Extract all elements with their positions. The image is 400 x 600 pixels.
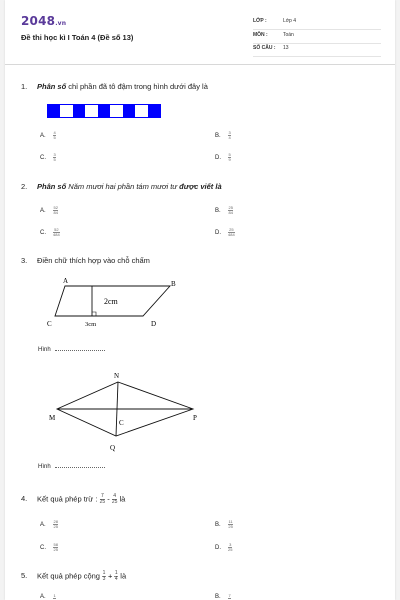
vertex-a-label: A: [63, 277, 69, 285]
vertex-m-label: M: [49, 414, 56, 422]
question-number: 3.: [21, 256, 28, 265]
answer-prefix: Hình: [38, 464, 51, 470]
option-label: B.: [215, 208, 221, 215]
brand-logo[interactable]: [21, 14, 66, 28]
question-number: 2.: [21, 182, 28, 191]
q4-option-c[interactable]: [40, 543, 58, 552]
question-3: [21, 256, 150, 265]
square-blank: [60, 105, 72, 117]
option-fraction: $\frac{25}{84}$: [228, 205, 233, 215]
q1-option-b[interactable]: [215, 131, 231, 140]
option-fraction: 1: [53, 593, 56, 598]
square-shaded: [123, 105, 135, 117]
vertex-p-label: P: [193, 414, 197, 422]
question-keyword: Phân số: [37, 82, 67, 91]
option-label: D.: [215, 155, 221, 162]
vertex-d-label: D: [151, 320, 157, 328]
option-label: B.: [215, 133, 221, 140]
question-number: 1.: [21, 82, 28, 91]
exam-sheet: [5, 0, 395, 600]
question-4: 4. Kết quả phép trừ : $\frac{7}{25}$ - $\frac{4}{25}$ là: [21, 493, 126, 505]
option-label: C.: [40, 230, 46, 237]
operand-fraction-2: $\frac{4}{25}$: [111, 493, 118, 505]
meta-count-key: SỐ CÂU :: [253, 45, 276, 51]
answer-prefix: Hình: [38, 347, 51, 353]
option-fraction: $\frac{4}{5}$: [53, 130, 56, 140]
option-fraction: 7: [228, 593, 231, 598]
q3-answer-1[interactable]: [38, 345, 105, 353]
option-fraction: $\frac{3}{4}$: [228, 130, 231, 140]
option-label: A.: [40, 133, 46, 140]
question-2: [21, 182, 222, 191]
q2-option-b[interactable]: [215, 206, 233, 215]
operand-fraction-2: $\frac{1}{4}$: [114, 570, 118, 582]
vertex-n-label: N: [114, 372, 120, 380]
meta-subject-key: MÔN :: [253, 32, 268, 38]
square-shaded: [98, 105, 110, 117]
meta-class-key: LỚP :: [253, 18, 267, 24]
option-label: A.: [40, 522, 46, 529]
q3-answer-2[interactable]: [38, 462, 105, 470]
center-c-label: C: [119, 419, 124, 427]
option-fraction: $\frac{11}{25}$: [228, 519, 233, 529]
option-fraction: $\frac{58}{25}$: [53, 542, 58, 552]
square-blank: [135, 105, 147, 117]
option-fraction: $\frac{52}{484}$: [53, 227, 60, 237]
question-tail: là: [118, 571, 127, 581]
answer-blank[interactable]: [55, 462, 105, 468]
option-label: D.: [215, 230, 221, 237]
question-keyword-2: được viết là: [179, 182, 222, 191]
question-text: chỉ phần đã tô đậm trong hình dưới đây là: [66, 82, 208, 91]
option-fraction: $\frac{3}{5}$: [53, 152, 56, 162]
option-label: A.: [40, 594, 46, 600]
exam-header: [5, 0, 395, 65]
meta-count-value: 13: [283, 45, 289, 51]
rhombus-figure: [40, 368, 210, 458]
right-angle-mark: [92, 312, 96, 316]
q2-option-a[interactable]: [40, 206, 58, 215]
option-label: D.: [215, 545, 221, 552]
q1-option-c[interactable]: [40, 153, 56, 162]
square-shaded: [73, 105, 85, 117]
question-tail: là: [117, 494, 126, 504]
vertex-c-label: C: [47, 320, 52, 328]
question-text: Điền chữ thích hợp vào chỗ chấm: [37, 256, 150, 265]
question-number: 4.: [21, 494, 28, 504]
q4-option-d[interactable]: [215, 543, 232, 552]
parallelogram-figure: [35, 276, 195, 334]
q5-option-a[interactable]: [40, 594, 56, 600]
square-shaded: [48, 105, 60, 117]
brand-name: 2048: [21, 14, 56, 28]
q5-option-b[interactable]: [215, 594, 231, 600]
option-label: A.: [40, 208, 46, 215]
option-label: C.: [40, 155, 46, 162]
q2-option-d[interactable]: [215, 228, 235, 237]
meta-class-value: Lớp 4: [283, 18, 297, 24]
option-fraction: $\frac{52}{84}$: [53, 205, 58, 215]
exam-title: Đề thi học kì I Toán 4 (Đề số 13): [21, 33, 134, 42]
meta-count-row: [253, 43, 381, 57]
brand-suffix: .vn: [55, 20, 67, 27]
square-shaded: [148, 105, 160, 117]
question-text: Kết quả phép trừ :: [37, 494, 98, 504]
question-text: Kết quả phép cộng: [37, 571, 100, 581]
question-1: [21, 82, 208, 91]
operand-fraction-1: $\frac{1}{3}$: [102, 570, 106, 582]
q1-option-d[interactable]: [215, 153, 231, 162]
q4-option-b[interactable]: [215, 520, 233, 529]
q2-option-c[interactable]: [40, 228, 60, 237]
option-label: B.: [215, 594, 221, 600]
option-fraction: $\frac{28}{25}$: [53, 519, 58, 529]
question-keyword: Phân số: [37, 182, 67, 191]
square-blank: [85, 105, 97, 117]
meta-subject-value: Toán: [283, 32, 294, 38]
option-label: C.: [40, 545, 46, 552]
q1-option-a[interactable]: [40, 131, 56, 140]
vertex-b-label: B: [171, 280, 176, 288]
shaded-squares-figure: [47, 104, 161, 118]
option-fraction: $\frac{25}{484}$: [228, 227, 235, 237]
base-label: 3cm: [85, 321, 97, 328]
q4-option-a[interactable]: [40, 520, 58, 529]
question-number: 5.: [21, 571, 28, 581]
question-text: Năm mươi hai phần tám mươi tư: [66, 182, 180, 191]
vertex-q-label: Q: [110, 444, 116, 452]
option-label: B.: [215, 522, 221, 529]
meta-class-row: [253, 16, 381, 30]
square-blank: [110, 105, 122, 117]
option-fraction: $\frac{3}{25}$: [228, 542, 233, 552]
answer-blank[interactable]: [55, 345, 105, 351]
height-label: 2cm: [104, 297, 118, 306]
operand-fraction-1: $\frac{7}{25}$: [99, 493, 106, 505]
meta-subject-row: [253, 30, 381, 44]
question-5: 5. Kết quả phép cộng $\frac{1}{3}$ + $\frac{1}{4}$ là: [21, 570, 127, 582]
option-fraction: $\frac{5}{9}$: [228, 152, 231, 162]
